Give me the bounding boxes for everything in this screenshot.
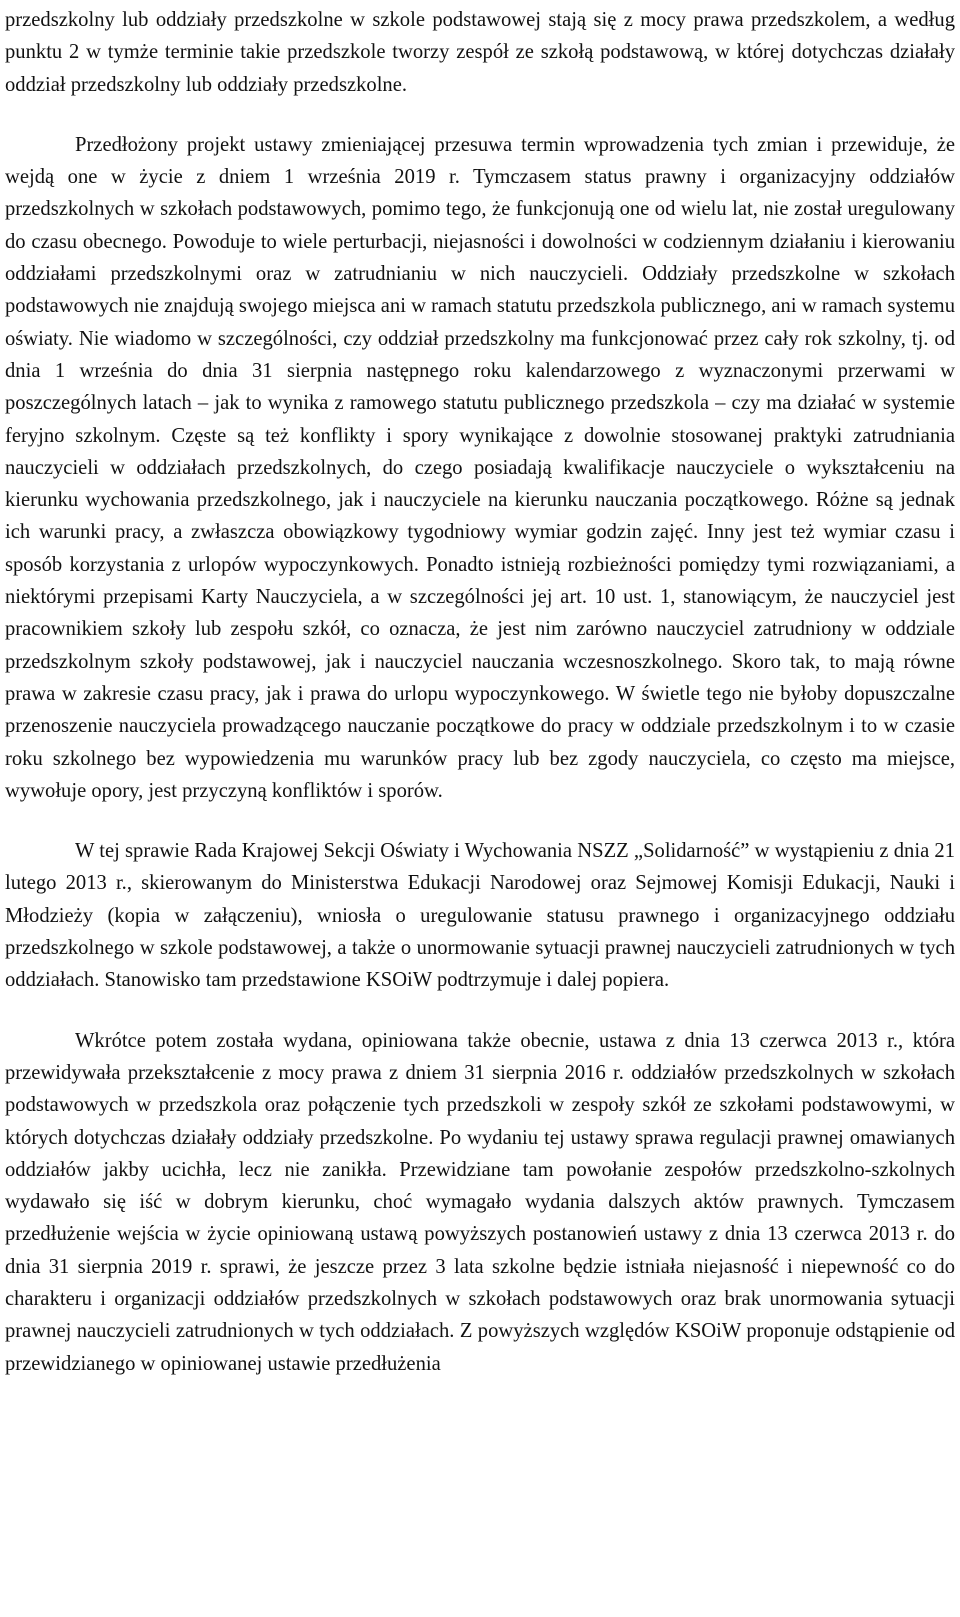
document-body: [5, 4, 955, 1380]
paragraph-2013-act: Wkrótce potem została wydana, opiniowana także obecnie, ustawa z dnia 13 czerwca 2013 r., która przewidywała przekształcenie z mocy prawa z dniem 31 sierpnia 2016 r. oddziałów przedszkolnych w szkołach podstawowych w przedszkola oraz połączenie tych przedszkoli w zespoły szkół ze szkołami podstawowymi, w których dotychczas działały oddziały przedszkolne. Po wydaniu tej ustawy sprawa regulacji prawnej omawianych oddziałów jakby ucichła, lecz nie zanikła. Przewidziane tam powołanie zespołów przedszkolno-szkolnych wydawało się iść w dobrym kierunku, choć wymagało wydania dalszych aktów prawnych. Tymczasem przedłużenie wejścia w życie opiniowaną ustawą powyższych postanowień ustawy z dnia 13 czerwca 2013 r. do dnia 31 sierpnia 2019 r. sprawi, że jeszcze przez 3 lata szkolne będzie istniała niejasność i niepewność co do charakteru i organizacji oddziałów przedszkolnych w szkołach podstawowych oraz brak unormowania sytuacji prawnej nauczycieli zatrudnionych w tych oddziałach. Z powyższych względów KSOiW proponuje odstąpienie od przewidzianego w opiniowanej ustawie przedłużenia: [5, 1029, 955, 1375]
paragraph-continuation: przedszkolny lub oddziały przedszkolne w szkole podstawowej stają się z mocy prawa przedszkolem, a według punktu 2 w tymże terminie takie przedszkole tworzy zespół ze szkołą podstawową, w której dotychczas działały oddział przedszkolny lub oddziały przedszkolne.: [5, 9, 955, 96]
paragraph-solidarnosc-position: W tej sprawie Rada Krajowej Sekcji Oświaty i Wychowania NSZZ „Solidarność” w wystąpieniu z dnia 21 lutego 2013 r., skierowanym do Ministerstwa Edukacji Narodowej oraz Sejmowej Komisji Edukacji, Nauki i Młodzieży (kopia w załączeniu), wniosła o uregulowanie statusu prawnego i organizacyjnego oddziału przedszkolnego w szkole podstawowej, a także o unormowanie sytuacji prawnej nauczycieli zatrudnionych w tych oddziałach. Stanowisko tam przedstawione KSOiW podtrzymuje i dalej popiera.: [5, 840, 955, 992]
paragraph-draft-law-analysis: Przedłożony projekt ustawy zmieniającej przesuwa termin wprowadzenia tych zmian i przewiduje, że wejdą one w życie z dniem 1 września 2019 r. Tymczasem status prawny i organizacyjny oddziałów przedszkolnych w szkołach podstawowych, pomimo tego, że funkcjonują one od wielu lat, nie został uregulowany do czasu obecnego. Powoduje to wiele perturbacji, niejasności i dowolności w codziennym działaniu i kierowaniu oddziałami przedszkolnymi oraz w zatrudnianiu w nich nauczycieli. Oddziały przedszkolne w szkołach podstawowych nie znajdują swojego miejsca ani w ramach statutu przedszkola publicznego, ani w ramach systemu oświaty. Nie wiadomo w szczególności, czy oddział przedszkolny ma funkcjonować przez cały rok szkolny, tj. od dnia 1 września do dnia 31 sierpnia następnego roku kalendarzowego z wyznaczonymi przerwami w poszczególnych latach – jak to wynika z ramowego statutu publicznego przedszkola – czy ma działać w systemie feryjno szkolnym. Częste są też konflikty i spory wynikające z dowolnie stosowanej praktyki zatrudniania nauczycieli w oddziałach przedszkolnych, do czego posiadają kwalifikacje nauczyciele o wykształceniu na kierunku wychowania przedszkolnego, jak i nauczyciele na kierunku nauczania początkowego. Różne są jednak ich warunki pracy, a zwłaszcza obowiązkowy tygodniowy wymiar godzin zajęć. Inny jest też wymiar czasu i sposób korzystania z urlopów wypoczynkowych. Ponadto istnieją rozbieżności pomiędzy tymi rozwiązaniami, a niektórymi przepisami Karty Nauczyciela, a w szczególności jej art. 10 ust. 1, stanowiącym, że nauczyciel jest pracownikiem szkoły lub zespołu szkół, co oznacza, że jest nim zarówno nauczyciel zatrudniony w oddziale przedszkolnym szkoły podstawowej, jak i nauczyciel nauczania wczesnoszkolnego. Skoro tak, to mają równe prawa w zakresie czasu pracy, jak i prawa do urlopu wypoczynkowego. W świetle tego nie byłoby dopuszczalne przenoszenie nauczyciela prowadzącego nauczanie początkowe do pracy w oddziale przedszkolnym i to w czasie roku szkolnego bez wypowiedzenia mu warunków pracy lub bez zgody nauczyciela, co często ma miejsce, wywołuje opory, jest przyczyną konfliktów i sporów.: [5, 133, 955, 802]
